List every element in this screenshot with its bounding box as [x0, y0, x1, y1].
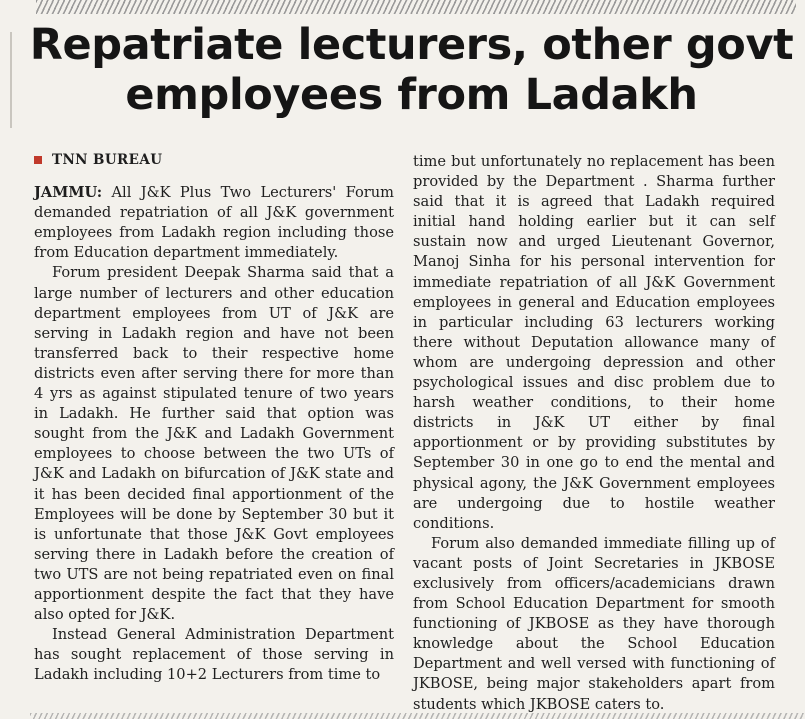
dateline: JAMMU:	[34, 184, 103, 202]
article-column-left	[34, 150, 394, 685]
paragraph: Forum president Deepak Sharma said that a large number of lecturers and other education department employees from UT of J&K are serving in Ladakh region and have not been transferred back to their respective home districts even after serving there for more than 4 yrs as against stipulated tenure of two years in Ladakh. He further said that option was sought from the J&K and Ladakh Government employees to choose between the two UTs of J&K and Ladakh on bifurcation of J&K state and it has been decided final apportionment of the Employees will be done by September 30 but it is unfortunate that those J&K Govt employees serving there in Ladakh before the creation of two UTS are not being repatriated even on final apportionment despite the fact that they have also opted for J&K.	[34, 264, 394, 624]
byline	[34, 150, 394, 170]
top-hatch-rule	[36, 0, 796, 14]
red-square-icon	[34, 156, 42, 164]
paragraph: time but unfortunately no replacement has been provided by the Department . Sharma further said that it is agreed that Ladakh required initial hand holding earlier but it can self sustain now and urged Lieutenant Governor, Manoj Sinha for his personal intervention for immediate repatriation of all J&K Government employees in general and Education employees in particular including 63 lecturers working there without Deputation allowance many of whom are undergoing depression and other psychological issues and disc problem due to harsh weather conditions, to their home districts in J&K UT either by final apportionment or by providing substitutes by September 30 in one go to end the mental and physical agony, the J&K Government employees are undergoing due to hostile weather conditions.	[413, 153, 775, 532]
paragraph: Forum also demanded immediate filling up of vacant posts of Joint Secretaries in JKBOSE exclusively from officers/academicians drawn from School Education Department for smooth functioning of JKBOSE as they have thorough knowledge about the School Education Department and well versed with functioning of JKBOSE, being major stakeholders apart from students which JKBOSE caters to.	[413, 534, 775, 713]
paragraph: Instead General Administration Department has sought replacement of those serving in Ladakh including 10+2 Lecturers from time to	[34, 626, 394, 684]
byline-text: TNN BUREAU	[52, 152, 163, 168]
margin-rule	[10, 32, 12, 128]
paragraph	[34, 183, 394, 263]
paragraph-text: All J&K Plus Two Lecturers' Forum demanded repatriation of all J&K government employees from Ladakh region including those from Education department immediately.	[34, 184, 394, 262]
article-column-right	[413, 152, 775, 715]
bottom-hatch-rule	[30, 713, 805, 719]
headline: Repatriate lecturers, other govt employees from Ladakh	[29, 20, 794, 120]
